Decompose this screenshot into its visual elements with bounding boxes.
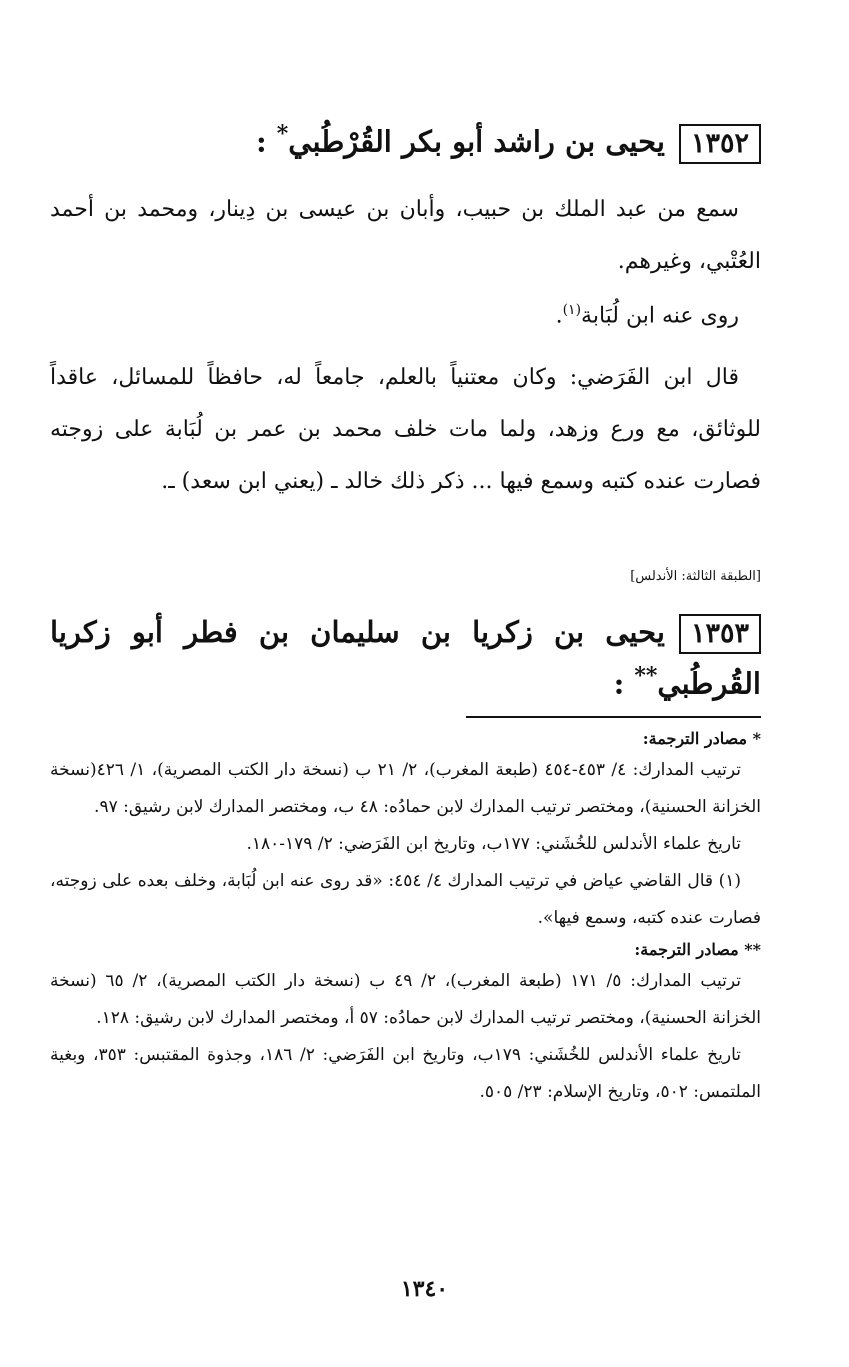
heading-colon: : (613, 666, 625, 701)
entry-body-1352 (50, 184, 761, 508)
sentence-end: . (555, 303, 563, 329)
entry-title: يحيى بن زكريا بن سليمان بن فطر أبو زكريا القُرطُبي (50, 615, 761, 701)
source-marker: ** (634, 663, 658, 689)
entry-heading-1352 (50, 112, 761, 164)
narrator-text: روى عنه ابن لُبَابة (581, 303, 739, 329)
section-tag: [الطبقة الثالثة: الأندلس] (630, 569, 761, 584)
footnote-text: تاريخ علماء الأندلس للخُشَني: ١٧٧ب، وتاريخ ابن الفَرَضي: ٢/ ١٧٩-١٨٠. (246, 834, 741, 854)
source-marker: * (276, 121, 289, 147)
footnote-text: ترتيب المدارك: ٥/ ١٧١ (طبعة المغرب)، ٢/ ٤٩ ب (نسخة دار الكتب المصرية)، ٢/ ٦٥ (نسخة الخزانة الحسنية)، ومختصر ترتيب المدارك لابن حمادُه: ٥٧ أ، ومختصر المدارك لابن رشيق: ١٢٨. (50, 971, 761, 1028)
footnote-text: (١) قال القاضي عياض في ترتيب المدارك ٤/ ٤٥٤: «قد روى عنه ابن لُبَابة، وخلف بعده على زوجته، فصارت عنده كتبه، وسمع فيها». (50, 871, 761, 928)
footnote-separator (466, 716, 761, 718)
paragraph: سمع من عبد الملك بن حبيب، وأبان بن عيسى بن دِينار، ومحمد بن أحمد العُتْبي، وغيرهم. (50, 197, 761, 274)
paragraph: قال ابن الفَرَضي: وكان معتنياً بالعلم، جامعاً له، حافظاً للمسائل، عاقداً للوثائق، مع ورع وزهد، ولما مات خلف محمد بن عمر بن لُبَابة على زوجته فصارت عنده كتبه وسمع فيها ... ذكر ذلك خالد ـ (يعني ابن سعد) ـ. (50, 365, 761, 495)
footnote-heading: ** مصادر الترجمة: (634, 940, 761, 959)
entry-number-box: ١٣٥٢ (679, 124, 761, 164)
footnote-reference: (١) (562, 302, 582, 318)
footnote-text: ترتيب المدارك: ٤/ ٤٥٣-٤٥٤ (طبعة المغرب)، ٢/ ٢١ ب (نسخة دار الكتب المصرية)، ١/ ٤٢٦(نسخة الخزانة الحسنية)، ومختصر ترتيب المدارك لابن حمادُه: ٤٨ ب، ومختصر المدارك لابن رشيق: ٩٧. (50, 760, 761, 817)
entry-number-box: ١٣٥٣ (679, 614, 761, 654)
entry-heading-1353 (50, 610, 761, 706)
paragraph-narrator (50, 284, 761, 342)
footnote-heading: * مصادر الترجمة: (642, 729, 761, 748)
page-number: ١٣٤٠ (400, 1276, 449, 1302)
footnotes (50, 726, 761, 1111)
heading-colon: : (255, 124, 267, 159)
footnote-text: تاريخ علماء الأندلس للخُشَني: ١٧٩ب، وتاريخ ابن الفَرَضي: ٢/ ١٨٦، وجذوة المقتبس: ٣٥٣، وبغية الملتمس: ٥٠٢، وتاريخ الإسلام: ٢٣/ ٥٠٥. (50, 1045, 761, 1102)
entry-title: يحيى بن راشد أبو بكر القُرْطُبي (288, 124, 665, 159)
